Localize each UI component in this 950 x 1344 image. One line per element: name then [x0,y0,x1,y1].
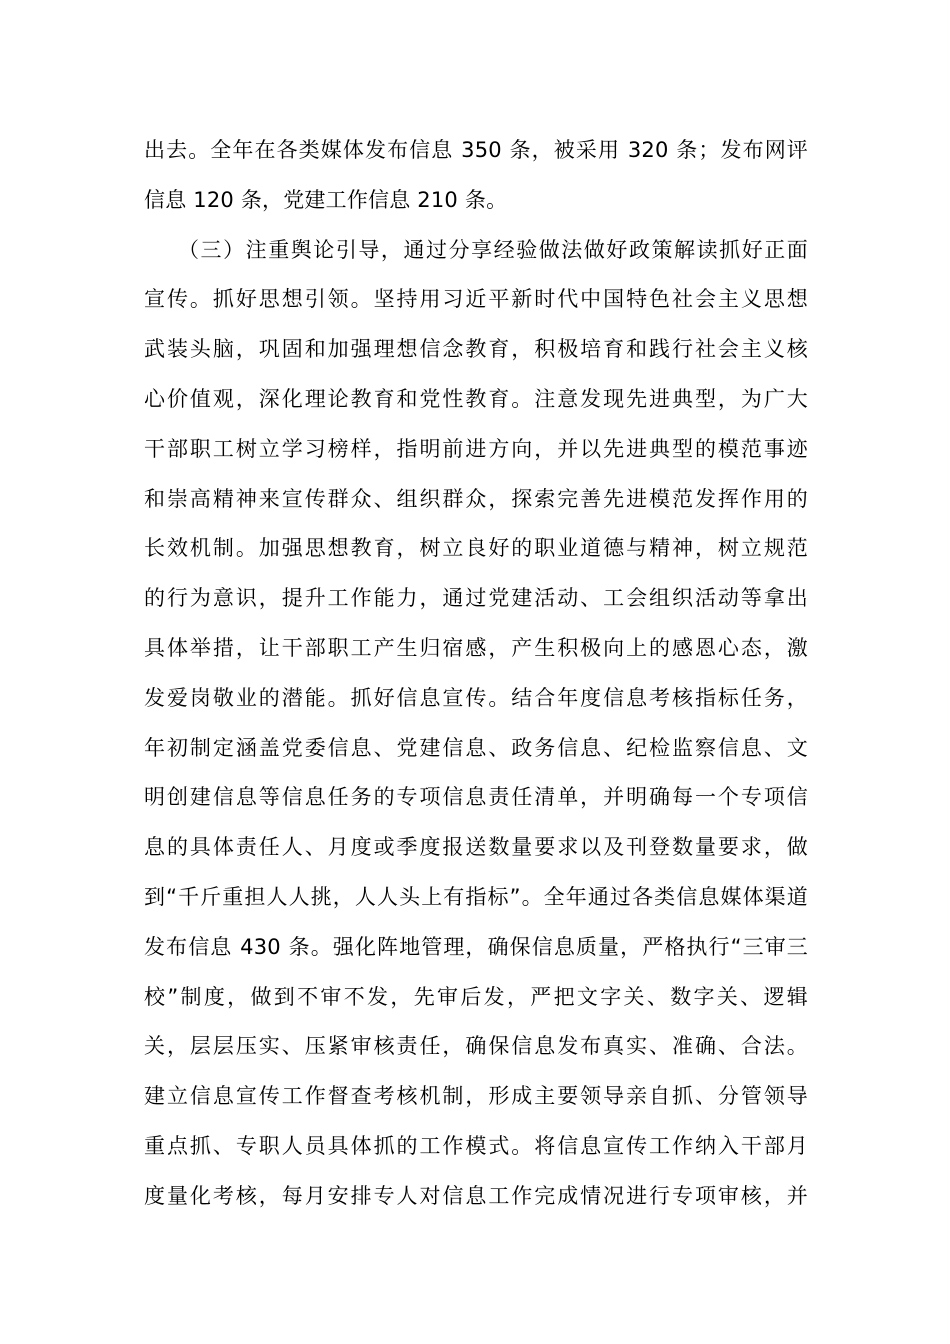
text-line: 发爱岗敬业的潜能。抓好信息宣传。结合年度信息考核指标任务， [144,685,808,710]
section-heading-line: （三）注重舆论引导，通过分享经验做法做好政策解读抓好正面 [178,237,808,262]
text-line: 宣传。抓好思想引领。坚持用习近平新时代中国特色社会主义思想 [144,287,808,312]
text-line: 长效机制。加强思想教育，树立良好的职业道德与精神，树立规范 [144,536,808,561]
text-line: 武装头脑，巩固和加强理想信念教育，积极培育和践行社会主义核 [144,337,808,362]
text-line: 信息 120 条，党建工作信息 210 条。 [144,187,508,212]
text-line: 校”制度，做到不审不发，先审后发，严把文字关、数字关、逻辑 [144,984,808,1009]
text-line: 出去。全年在各类媒体发布信息 350 条，被采用 320 条；发布网评 [144,138,808,162]
body-text [144,126,808,1222]
text-line: 干部职工树立学习榜样，指明前进方向，并以先进典型的模范事迹 [144,436,808,461]
text-line: 关，层层压实、压紧审核责任，确保信息发布真实、准确、合法。 [144,1034,808,1059]
text-line: 和崇高精神来宣传群众、组织群众，探索完善先进模范发挥作用的 [144,486,808,511]
text-line: 明创建信息等信息任务的专项信息责任清单，并明确每一个专项信 [144,785,808,810]
text-line: 到“千斤重担人人挑，人人头上有指标”。全年通过各类信息媒体渠道 [144,884,808,909]
text-line: 息的具体责任人、月度或季度报送数量要求以及刊登数量要求，做 [144,835,808,860]
text-line: 发布信息 430 条。强化阵地管理，确保信息质量，严格执行“三审三 [144,934,808,959]
text-line: 年初制定涵盖党委信息、党建信息、政务信息、纪检监察信息、文 [144,735,808,760]
text-line: 具体举措，让干部职工产生归宿感，产生积极向上的感恩心态，激 [144,635,808,660]
text-line: 度量化考核，每月安排专人对信息工作完成情况进行专项审核，并 [144,1183,808,1208]
text-line: 重点抓、专职人员具体抓的工作模式。将信息宣传工作纳入干部月 [144,1133,808,1158]
text-line: 心价值观，深化理论教育和党性教育。注意发现先进典型，为广大 [144,386,808,411]
text-line: 的行为意识，提升工作能力，通过党建活动、工会组织活动等拿出 [144,586,808,611]
text-line: 建立信息宣传工作督查考核机制，形成主要领导亲自抓、分管领导 [144,1084,808,1109]
